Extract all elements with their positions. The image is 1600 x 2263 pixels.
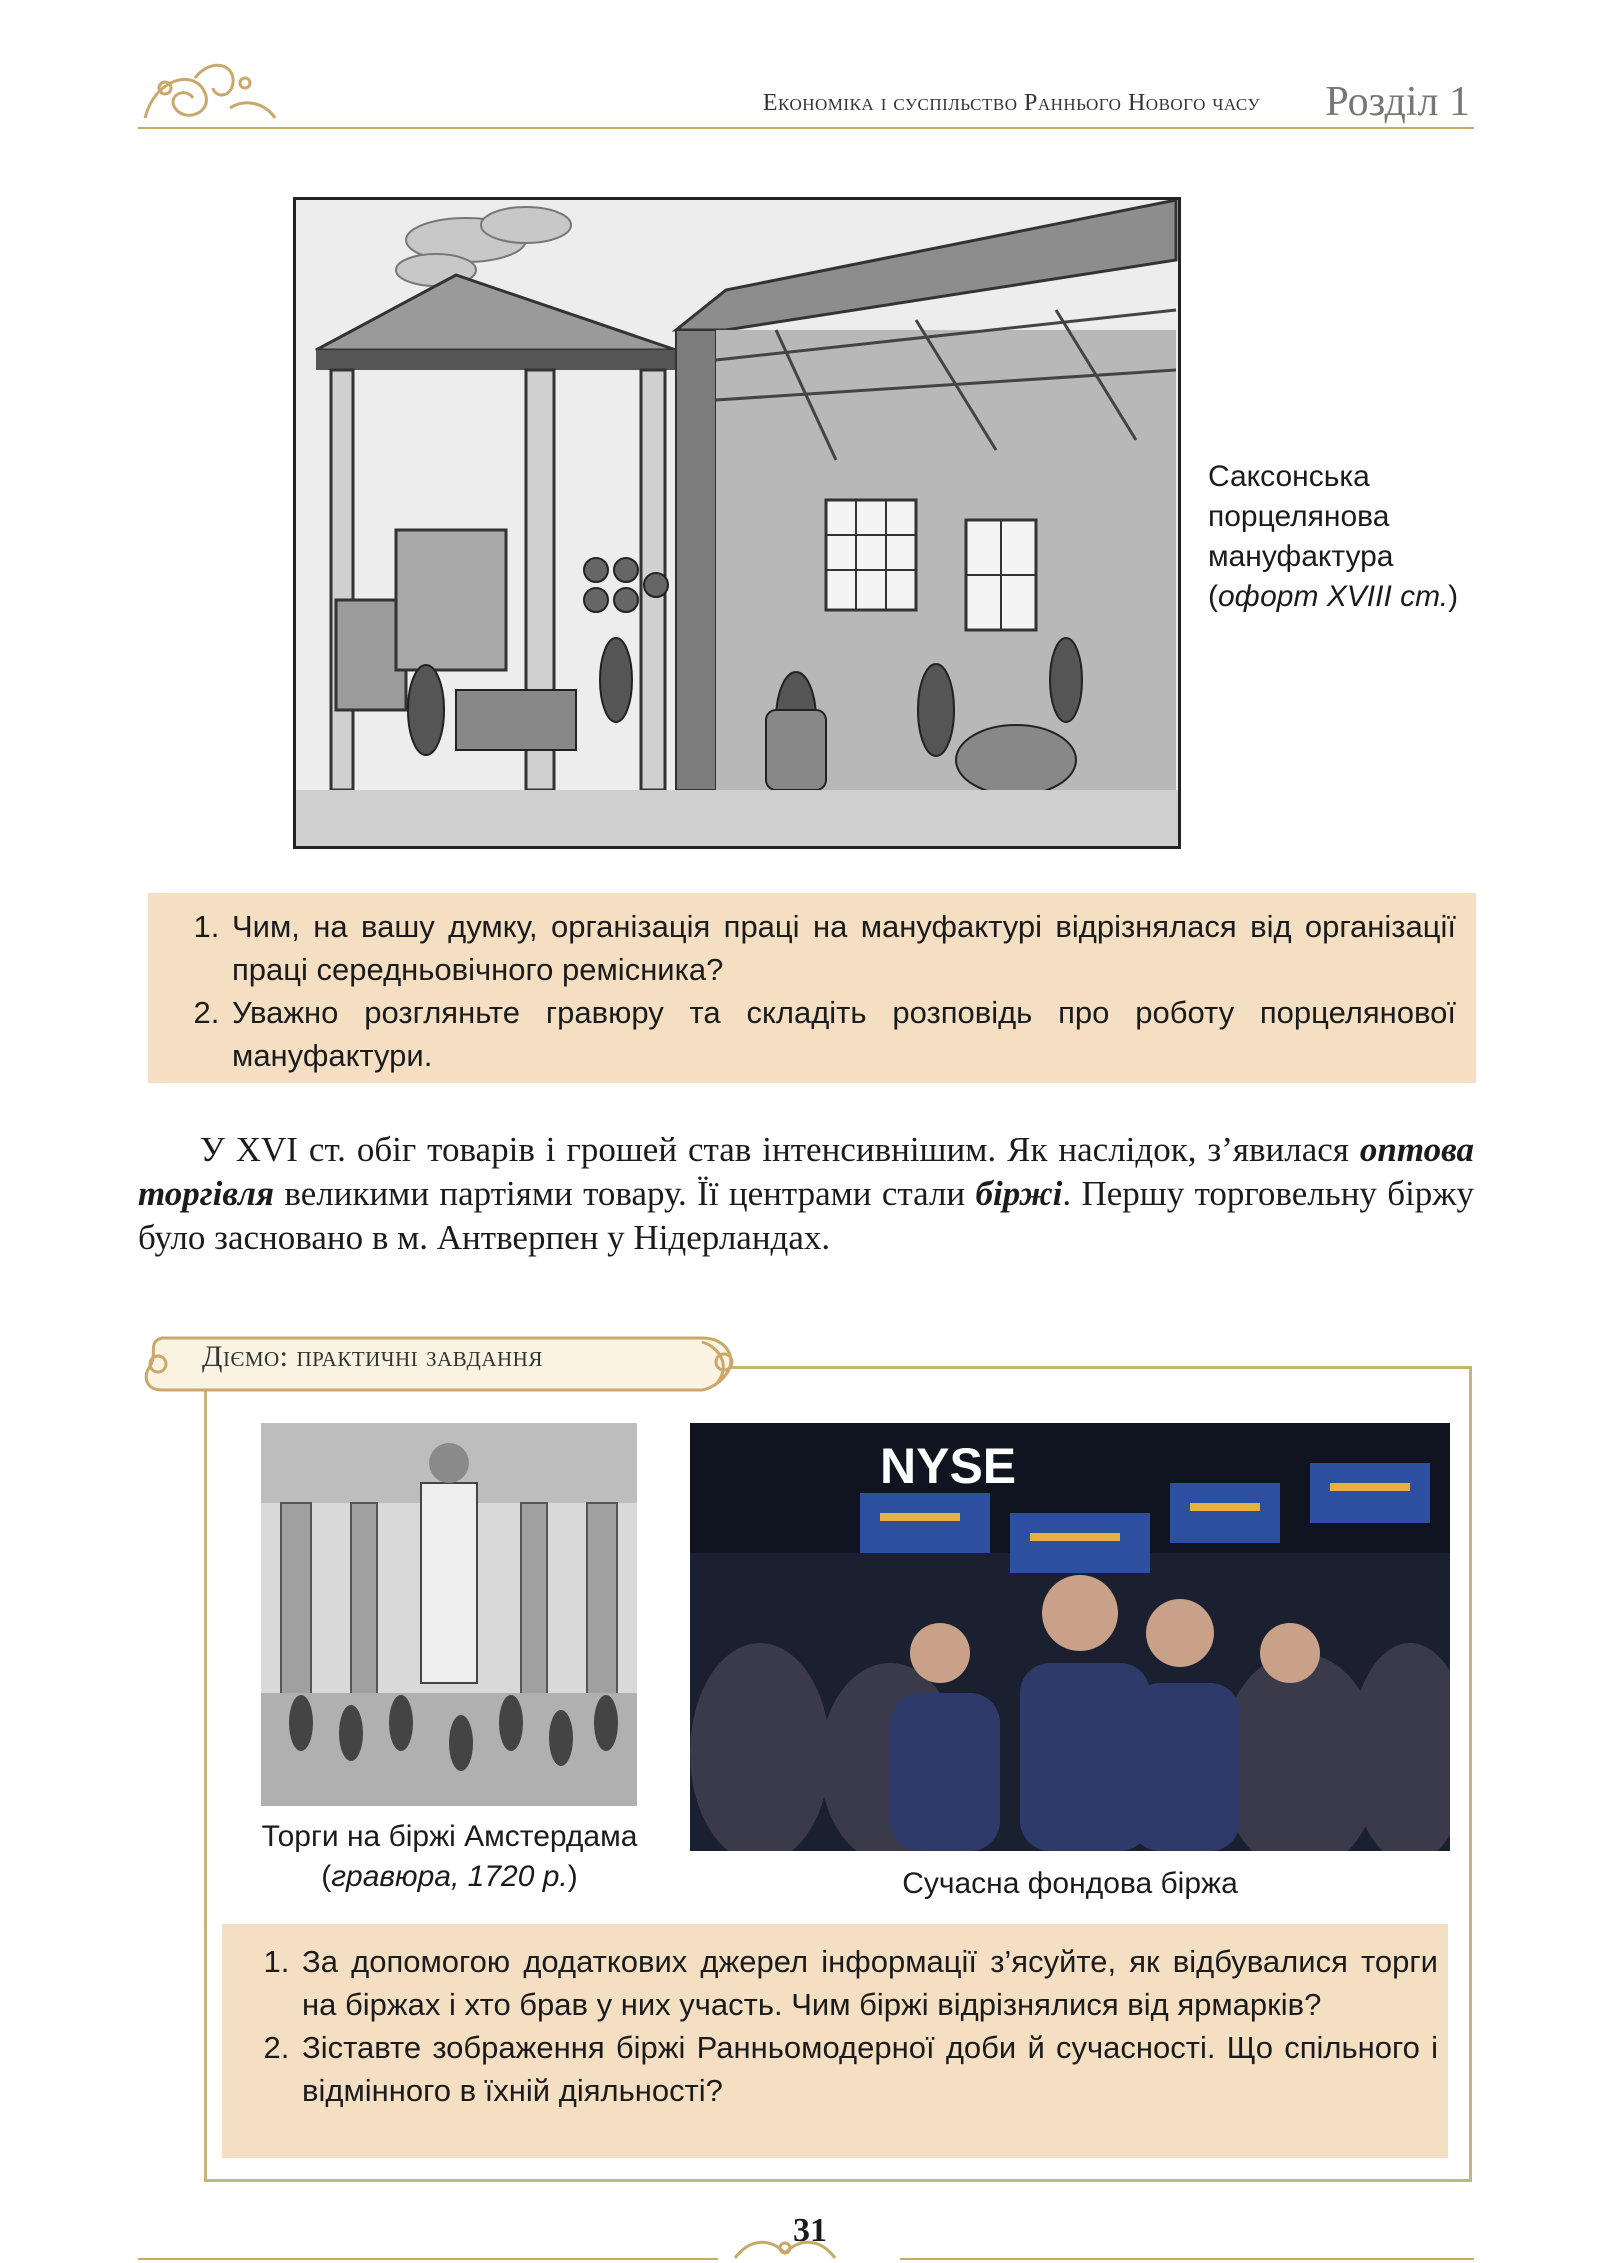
question-item: 2. Уважно розгляньте гравюру та складіть розповідь про роботу порцелянової мануфактури. xyxy=(228,991,1456,1077)
caption-line: порцелянова xyxy=(1208,500,1390,533)
modern-stock-exchange-photo xyxy=(690,1423,1450,1851)
term-exchanges: біржі xyxy=(975,1174,1063,1213)
porcelain-manufactory-engraving xyxy=(293,197,1181,849)
paragraph-text: . Першу торговельну біржу було засновано в м. Антверпен у Нідерландах. xyxy=(138,1174,1474,1257)
caption-note-text: офорт XVIII ст. xyxy=(1218,580,1449,613)
task-title: Діємо: практичні завдання xyxy=(202,1340,543,1373)
question-item: 1. За допомогою додаткових джерел інформації з’ясуйте, як відбувалися торги на біржах і хто брав у них участь. Чим біржі відрізнялися від ярмарків? xyxy=(298,1940,1438,2026)
amsterdam-caption xyxy=(222,1817,677,1897)
question-item: 2. Зіставте зображення біржі Ранньомодерної доби й сучасності. Що спільного і відмінного в їхній діяльності? xyxy=(298,2026,1438,2112)
paragraph-text: великими партіями товару. Її центрами стали xyxy=(274,1174,976,1213)
engraving-caption xyxy=(1208,457,1508,617)
term-wholesale-trade: оптова торгівля xyxy=(138,1130,1474,1213)
question-item: 1. Чим, на вашу думку, організація праці на мануфактурі відрізнялася від організації праці середньовічного ремісника? xyxy=(228,905,1456,991)
paragraph-text: У XVI ст. обіг товарів і грошей став інтенсивнішим. Як наслідок, з’явилася xyxy=(200,1130,1360,1169)
task-questions-list xyxy=(236,1940,1438,2112)
header-rule xyxy=(138,127,1474,129)
task-questions-box xyxy=(222,1924,1448,2158)
questions-list xyxy=(170,905,1456,1077)
floral-ornament-icon xyxy=(135,48,285,138)
nyse-sign: NYSE xyxy=(880,1438,1017,1494)
caption-line: Саксонська xyxy=(1208,460,1370,493)
page-number: 31 xyxy=(793,2212,827,2249)
body-paragraph xyxy=(138,1128,1474,1260)
caption-note: (офорт XVIII ст.) xyxy=(1208,580,1459,613)
caption-line: Торги на біржі Амстердама xyxy=(261,1820,638,1853)
amsterdam-exchange-engraving xyxy=(261,1423,637,1806)
engraving-drawing xyxy=(296,200,1178,846)
caption-note-text: гравюра, 1720 р. xyxy=(331,1860,568,1893)
footer-ornament-icon xyxy=(725,2228,845,2263)
caption-note: (гравюра, 1720 р.) xyxy=(321,1860,578,1893)
nyse-photo-drawing xyxy=(690,1423,1450,1851)
running-title: Економіка і суспільство Раннього Нового часу xyxy=(762,90,1260,116)
questions-box xyxy=(148,893,1476,1083)
amsterdam-drawing xyxy=(261,1423,637,1806)
section-label: Розділ 1 xyxy=(1325,79,1470,125)
footer-rule-left xyxy=(138,2258,718,2260)
footer-rule-right xyxy=(900,2258,1474,2260)
nyse-caption: Сучасна фондова біржа xyxy=(902,1867,1238,1900)
caption-line: мануфактура xyxy=(1208,540,1394,573)
